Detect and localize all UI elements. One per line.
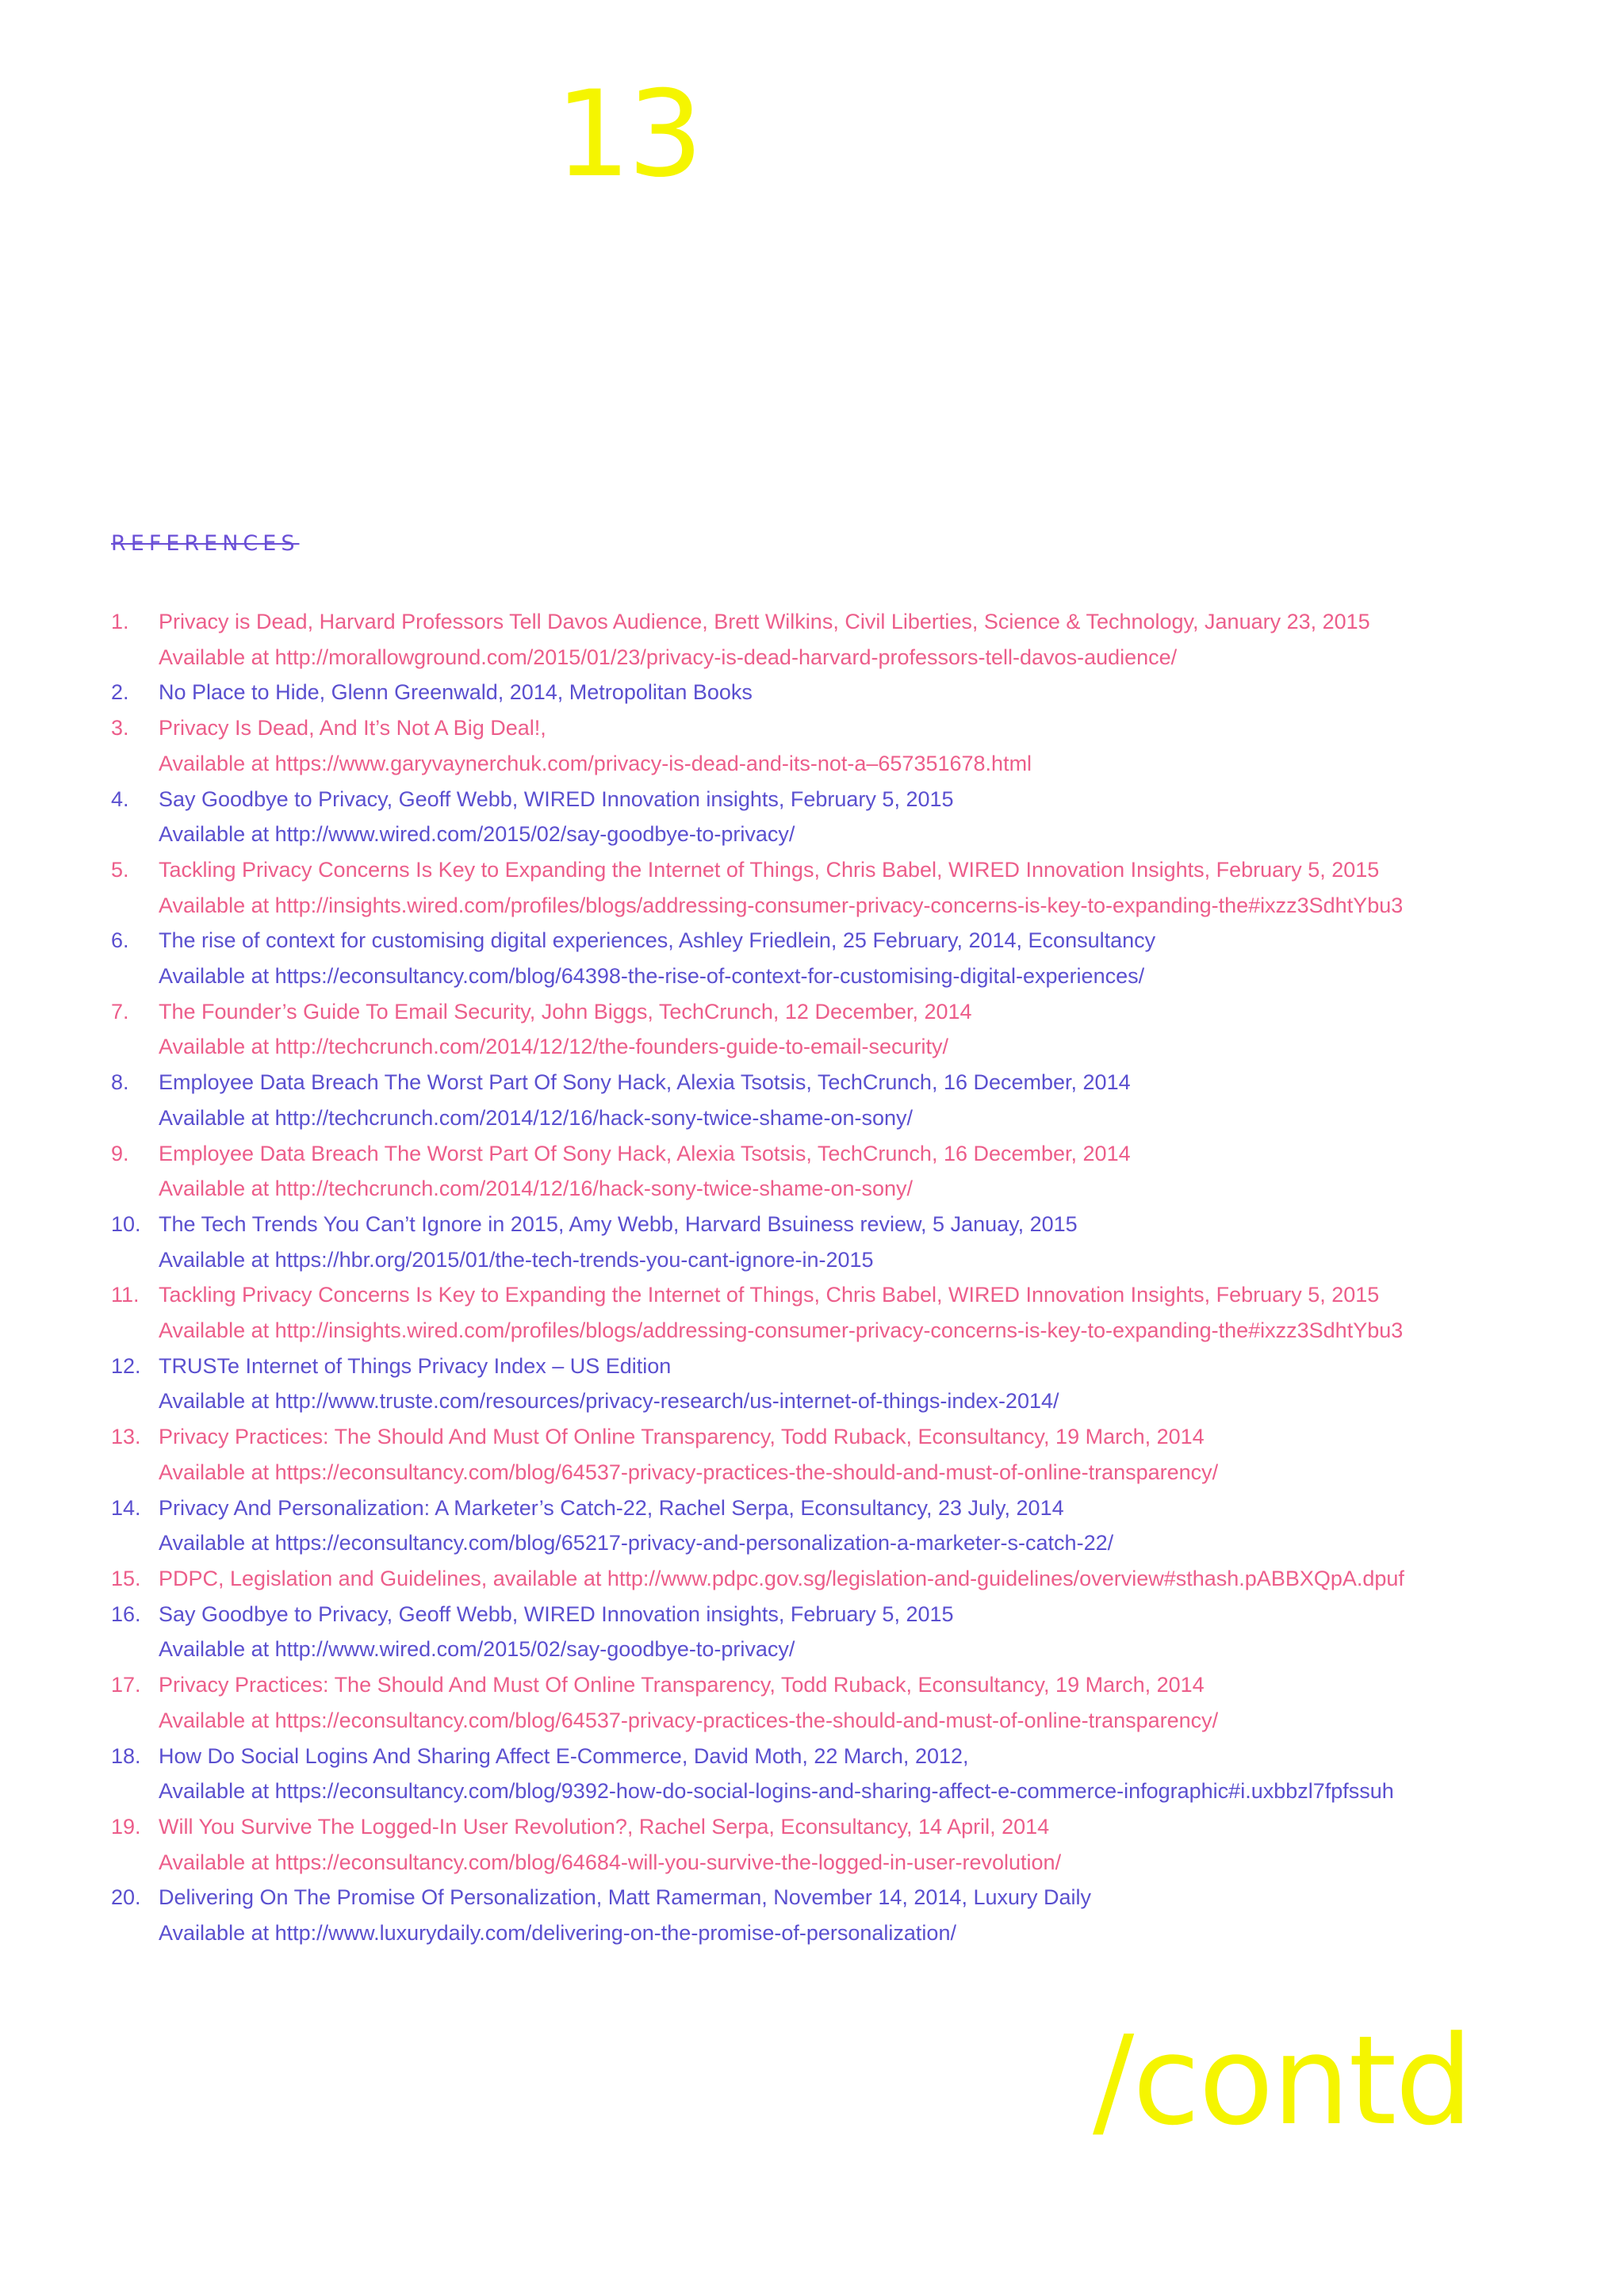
- continued-label: /contd: [1093, 2009, 1472, 2152]
- reference-item: [111, 1349, 1602, 1419]
- reference-item: [111, 1880, 1602, 1950]
- reference-citation-line: Tackling Privacy Concerns Is Key to Expanding the Internet of Things, Chris Babel, WIRED Innovation Insights, February 5, 2015: [159, 1283, 1380, 1307]
- reference-link-line: Available at https://www.garyvaynerchuk.com/privacy-is-dead-and-its-not-a–657351678.html: [159, 751, 1032, 775]
- reference-link-line: Available at https://econsultancy.com/blog/64537-privacy-practices-the-should-and-must-of-online-transparency/: [159, 1708, 1219, 1732]
- reference-citation-line: The rise of context for customising digital experiences, Ashley Friedlein, 25 February, 2014, Econsultancy: [159, 928, 1156, 953]
- page-number: 13: [555, 66, 700, 204]
- reference-link-line: Available at http://techcrunch.com/2014/12/16/hack-sony-twice-shame-on-sony/: [159, 1105, 913, 1130]
- reference-citation-line: Privacy Practices: The Should And Must Of Online Transparency, Todd Ruback, Econsultancy, 19 March, 2014: [159, 1425, 1205, 1449]
- reference-citation-line: Privacy Is Dead, And It’s Not A Big Deal!,: [159, 716, 546, 740]
- reference-link-line: Available at http://techcrunch.com/2014/12/16/hack-sony-twice-shame-on-sony/: [159, 1177, 913, 1201]
- reference-link-line: Available at https://hbr.org/2015/01/the-tech-trends-you-cant-ignore-in-2015: [159, 1247, 874, 1272]
- reference-number: 8.: [111, 1070, 129, 1095]
- reference-item: [111, 1561, 1602, 1597]
- reference-link-line: Available at http://www.luxurydaily.com/delivering-on-the-promise-of-personalization/: [159, 1921, 956, 1946]
- reference-citation-line: The Tech Trends You Can’t Ignore in 2015, Amy Webb, Harvard Bsuiness review, 5 Januay, 2015: [159, 1211, 1078, 1236]
- reference-item: [111, 1597, 1602, 1667]
- reference-number: 19.: [111, 1814, 141, 1839]
- reference-link-line: Available at https://econsultancy.com/blog/65217-privacy-and-personalization-a-marketer-s-catch-22/: [159, 1531, 1114, 1556]
- reference-item: [111, 1065, 1602, 1135]
- reference-item: [111, 923, 1602, 993]
- reference-number: 9.: [111, 1141, 129, 1165]
- reference-item: [111, 852, 1602, 923]
- reference-link-line: Available at http://insights.wired.com/profiles/blogs/addressing-consumer-privacy-concerns-is-key-to-expanding-the#ixzz3SdhtYbu3: [159, 893, 1404, 917]
- references-list: [111, 604, 1602, 1951]
- reference-citation-line: Tackling Privacy Concerns Is Key to Expanding the Internet of Things, Chris Babel, WIRED Innovation Insights, February 5, 2015: [159, 857, 1380, 882]
- reference-link-line: Available at http://techcrunch.com/2014/12/12/the-founders-guide-to-email-security/: [159, 1035, 949, 1059]
- reference-item: [111, 675, 1602, 710]
- reference-citation-line: TRUSTe Internet of Things Privacy Index – US Edition: [159, 1353, 672, 1378]
- reference-number: 16.: [111, 1601, 141, 1626]
- reference-item: [111, 1419, 1602, 1490]
- reference-item: [111, 1136, 1602, 1207]
- reference-citation-line: The Founder’s Guide To Email Security, John Biggs, TechCrunch, 12 December, 2014: [159, 999, 972, 1024]
- reference-citation-line: Say Goodbye to Privacy, Geoff Webb, WIRED Innovation insights, February 5, 2015: [159, 786, 954, 811]
- reference-link-line: Available at https://econsultancy.com/blog/9392-how-do-social-logins-and-sharing-affect-e-commerce-infographic#i.uxbbzl7fpfssuh: [159, 1779, 1394, 1804]
- reference-number: 12.: [111, 1353, 141, 1378]
- reference-item: [111, 1490, 1602, 1561]
- reference-number: 3.: [111, 716, 129, 740]
- reference-link-line: Available at https://econsultancy.com/blog/64398-the-rise-of-context-for-customising-digital-experiences/: [159, 964, 1145, 989]
- reference-citation-line: No Place to Hide, Glenn Greenwald, 2014, Metropolitan Books: [159, 680, 753, 705]
- reference-number: 13.: [111, 1425, 141, 1449]
- reference-link-line: PDPC, Legislation and Guidelines, available at http://www.pdpc.gov.sg/legislation-and-guidelines/overview#sthash.pABBXQpA.dpuf: [159, 1566, 1404, 1590]
- reference-citation-line: Will You Survive The Logged-In User Revolution?, Rachel Serpa, Econsultancy, 14 April, 2014: [159, 1814, 1050, 1839]
- reference-citation-line: Employee Data Breach The Worst Part Of Sony Hack, Alexia Tsotsis, TechCrunch, 16 December, 2014: [159, 1141, 1131, 1165]
- reference-number: 20.: [111, 1885, 141, 1910]
- reference-number: 7.: [111, 999, 129, 1024]
- reference-number: 17.: [111, 1673, 141, 1697]
- reference-number: 15.: [111, 1566, 141, 1590]
- reference-item: [111, 710, 1602, 781]
- reference-link-line: Available at https://econsultancy.com/blog/64537-privacy-practices-the-should-and-must-of-online-transparency/: [159, 1460, 1219, 1484]
- reference-citation-line: Privacy Practices: The Should And Must Of Online Transparency, Todd Ruback, Econsultancy, 19 March, 2014: [159, 1673, 1205, 1697]
- reference-link-line: Available at http://www.truste.com/resources/privacy-research/us-internet-of-things-index-2014/: [159, 1389, 1059, 1414]
- reference-citation-line: How Do Social Logins And Sharing Affect E-Commerce, David Moth, 22 March, 2012,: [159, 1743, 969, 1768]
- reference-link-line: Available at http://insights.wired.com/profiles/blogs/addressing-consumer-privacy-concerns-is-key-to-expanding-the#ixzz3SdhtYbu3: [159, 1318, 1404, 1343]
- reference-item: [111, 604, 1602, 675]
- reference-number: 10.: [111, 1211, 141, 1236]
- reference-number: 11.: [111, 1283, 140, 1307]
- reference-number: 14.: [111, 1495, 141, 1520]
- reference-item: [111, 994, 1602, 1065]
- references-heading: REFERENCES: [111, 531, 300, 556]
- reference-item: [111, 1739, 1602, 1809]
- reference-number: 2.: [111, 680, 129, 705]
- reference-number: 1.: [111, 610, 129, 633]
- reference-number: 4.: [111, 786, 129, 811]
- reference-link-line: Available at http://www.wired.com/2015/02/say-goodbye-to-privacy/: [159, 1637, 795, 1662]
- reference-citation-line: Employee Data Breach The Worst Part Of Sony Hack, Alexia Tsotsis, TechCrunch, 16 December, 2014: [159, 1070, 1131, 1095]
- reference-number: 18.: [111, 1743, 141, 1768]
- reference-citation-line: Privacy And Personalization: A Marketer’s Catch-22, Rachel Serpa, Econsultancy, 23 July, 2014: [159, 1495, 1064, 1520]
- reference-link-line: Available at https://econsultancy.com/blog/64684-will-you-survive-the-logged-in-user-revolution/: [159, 1850, 1062, 1874]
- reference-citation-line: Say Goodbye to Privacy, Geoff Webb, WIRED Innovation insights, February 5, 2015: [159, 1601, 954, 1626]
- reference-item: [111, 1207, 1602, 1277]
- reference-number: 6.: [111, 928, 129, 953]
- reference-item: [111, 1277, 1602, 1348]
- reference-number: 5.: [111, 857, 129, 882]
- reference-item: [111, 782, 1602, 852]
- reference-citation-line: Privacy is Dead, Harvard Professors Tell Davos Audience, Brett Wilkins, Civil Liberties, Science & Technology, January 23, 2015: [159, 610, 1370, 633]
- reference-citation-line: Delivering On The Promise Of Personalization, Matt Ramerman, November 14, 2014, Luxury Daily: [159, 1885, 1092, 1910]
- reference-item: [111, 1667, 1602, 1738]
- reference-item: [111, 1809, 1602, 1880]
- reference-link-line: Available at http://morallowground.com/2015/01/23/privacy-is-dead-harvard-professors-tell-davos-audience/: [159, 645, 1178, 669]
- reference-link-line: Available at http://www.wired.com/2015/02/say-goodbye-to-privacy/: [159, 822, 795, 847]
